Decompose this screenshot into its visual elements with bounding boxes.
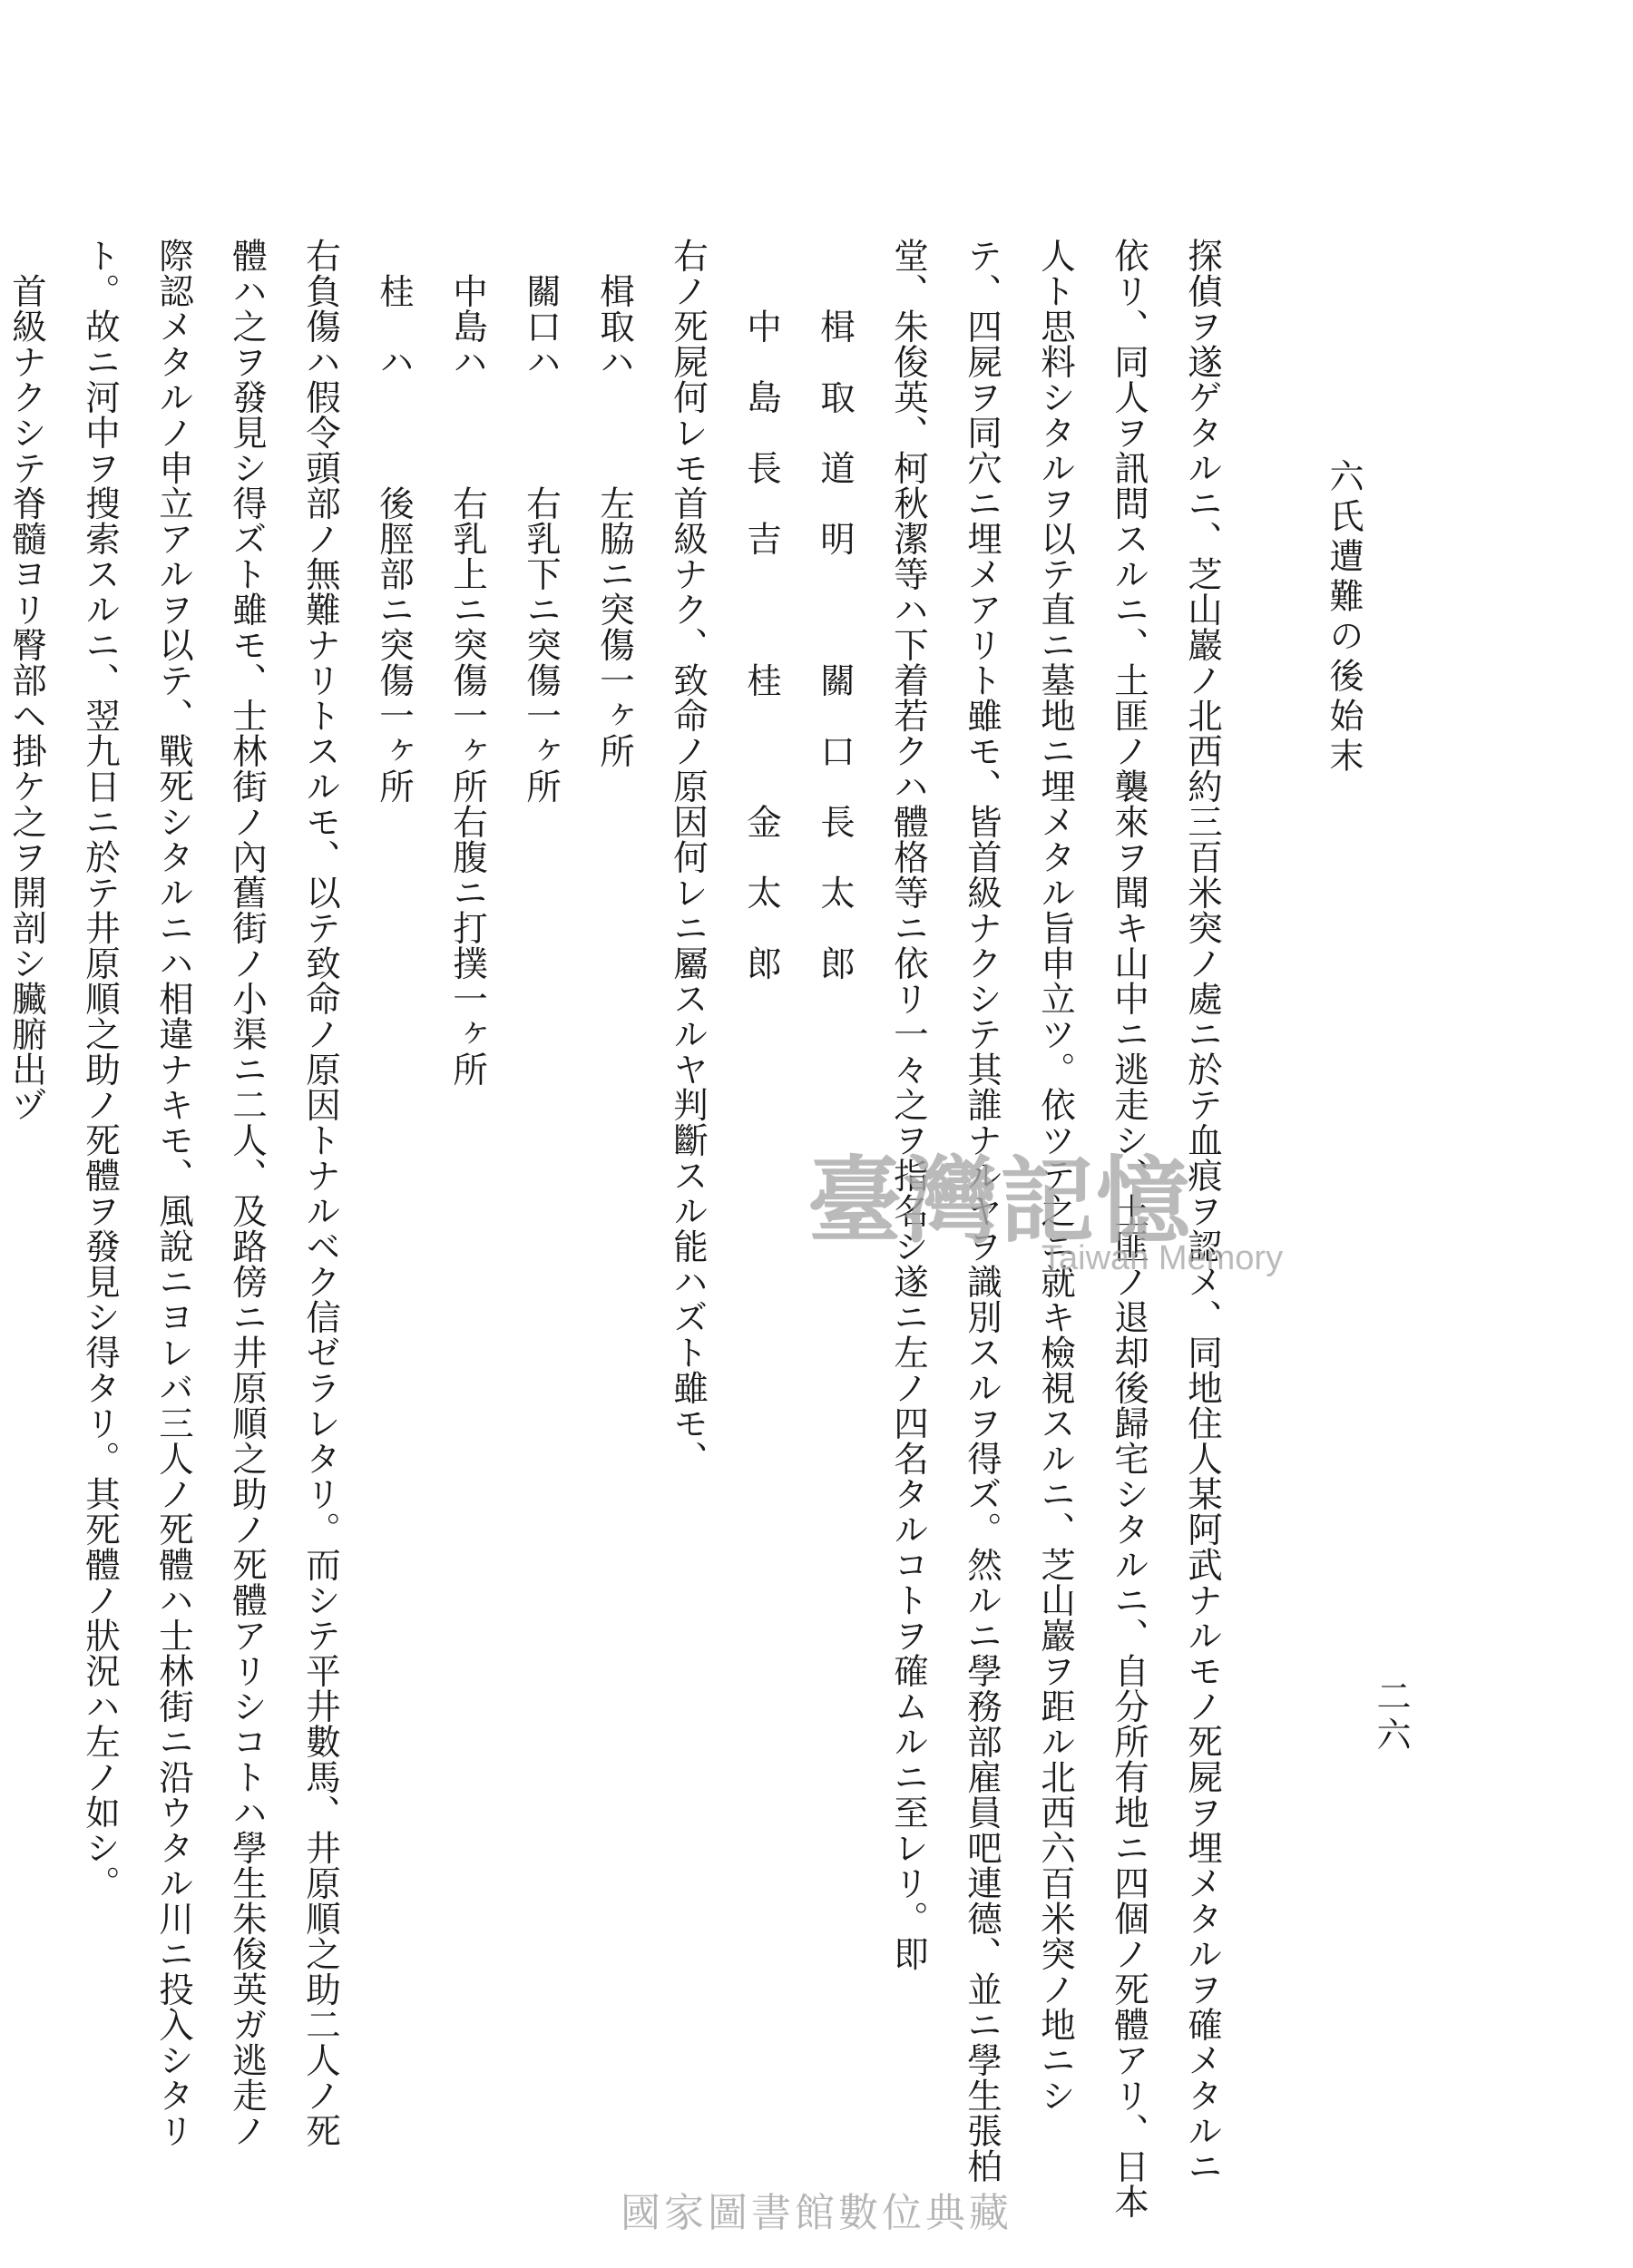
body-line-12: 桂 ハ 後脛部ニ突傷一ヶ所 bbox=[374, 238, 415, 804]
body-line-5: 堂、朱俊英、柯秋潔等ハ下着若クハ體格等ニ依リ一々之ヲ指名シ遂ニ左ノ四名タルコトヲ確ムルニ至レリ。即 bbox=[888, 238, 929, 1971]
body-line-11: 中島ハ 右乳上ニ突傷一ヶ所右腹ニ打撲一ヶ所 bbox=[447, 238, 488, 1087]
body-line-16: ト。故ニ河中ヲ搜索スルニ、翌九日ニ於テ井原順之助ノ死體ヲ發見シ得タリ。其死體ノ狀況ハ左ノ如シ。 bbox=[80, 238, 121, 1901]
body-line-4: テ、四屍ヲ同穴ニ埋メアリト雖モ、皆首級ナクシテ其誰ナルヤヲ識別スルヲ得ズ。然ルニ學務部雇員吧連德、並ニ學生張柏 bbox=[962, 238, 1002, 2184]
body-line-7: 中 島 長 吉 桂 金 太 郎 bbox=[741, 238, 782, 981]
body-line-10: 關口ハ 右乳下ニ突傷一ヶ所 bbox=[521, 238, 562, 804]
running-title: 六氏遭難の後始末 bbox=[1324, 458, 1364, 777]
watermark-chinese: 臺灣記憶 bbox=[807, 1145, 1193, 1256]
watermark-english: Taiwan Memory bbox=[1041, 1239, 1284, 1277]
body-line-9: 楫取ハ 左脇ニ突傷一ヶ所 bbox=[594, 238, 635, 768]
page-number: 二六 bbox=[1371, 1678, 1411, 1755]
body-line-8: 右ノ死屍何レモ首級ナク、致命ノ原因何レニ屬スルヤ判斷スル能ハズト雖モ、 bbox=[668, 238, 709, 1476]
body-line-2: 依リ、同人ヲ訊問スルニ、土匪ノ襲來ヲ聞キ山中ニ逃走シ、土匪ノ退却後歸宅シタルニ、自分所有地ニ四個ノ死體アリ、日本 bbox=[1109, 238, 1149, 2219]
footer-credit: 國家圖書館數位典藏 bbox=[621, 2190, 1012, 2236]
watermark bbox=[807, 1125, 1283, 1278]
body-line-6: 楫 取 道 明 關 口 長 太 郎 bbox=[815, 238, 856, 981]
body-line-15: 際認メタルノ申立アルヲ以テ、戰死シタルニハ相違ナキモ、風說ニヨレバ三人ノ死體ハ士林街ニ沿ウタル川ニ投入シタリ bbox=[153, 238, 194, 2148]
body-line-17: 首級ナクシテ脊髓ヨリ臀部ヘ掛ケ之ヲ開剖シ臟腑出ヅ bbox=[6, 238, 47, 1122]
body-line-13: 右負傷ハ假令頭部ノ無難ナリトスルモ、以テ致命ノ原因トナルベク信ゼラレタリ。而シテ平井數馬、井原順之助二人ノ死 bbox=[300, 238, 341, 2148]
body-line-3: 人ト思料シタルヲ以テ直ニ墓地ニ埋メタル旨申立ツ。依ツテ之ニ就キ檢視スルニ、芝山巖ヲ距ル北西六百米突ノ地ニシ bbox=[1035, 238, 1076, 2113]
body-line-14: 體ハ之ヲ發見シ得ズト雖モ、士林街ノ內舊街ノ小渠ニ二人、及路傍ニ井原順之助ノ死體アリシコトハ學生朱俊英ガ逃走ノ bbox=[227, 238, 268, 2148]
body-line-1: 探偵ヲ遂ゲタルニ、芝山巖ノ北西約三百米突ノ處ニ於テ血痕ヲ認メ、同地住人某阿武ナルモノ死屍ヲ埋メタルヲ確メタルニ bbox=[1182, 238, 1223, 2184]
